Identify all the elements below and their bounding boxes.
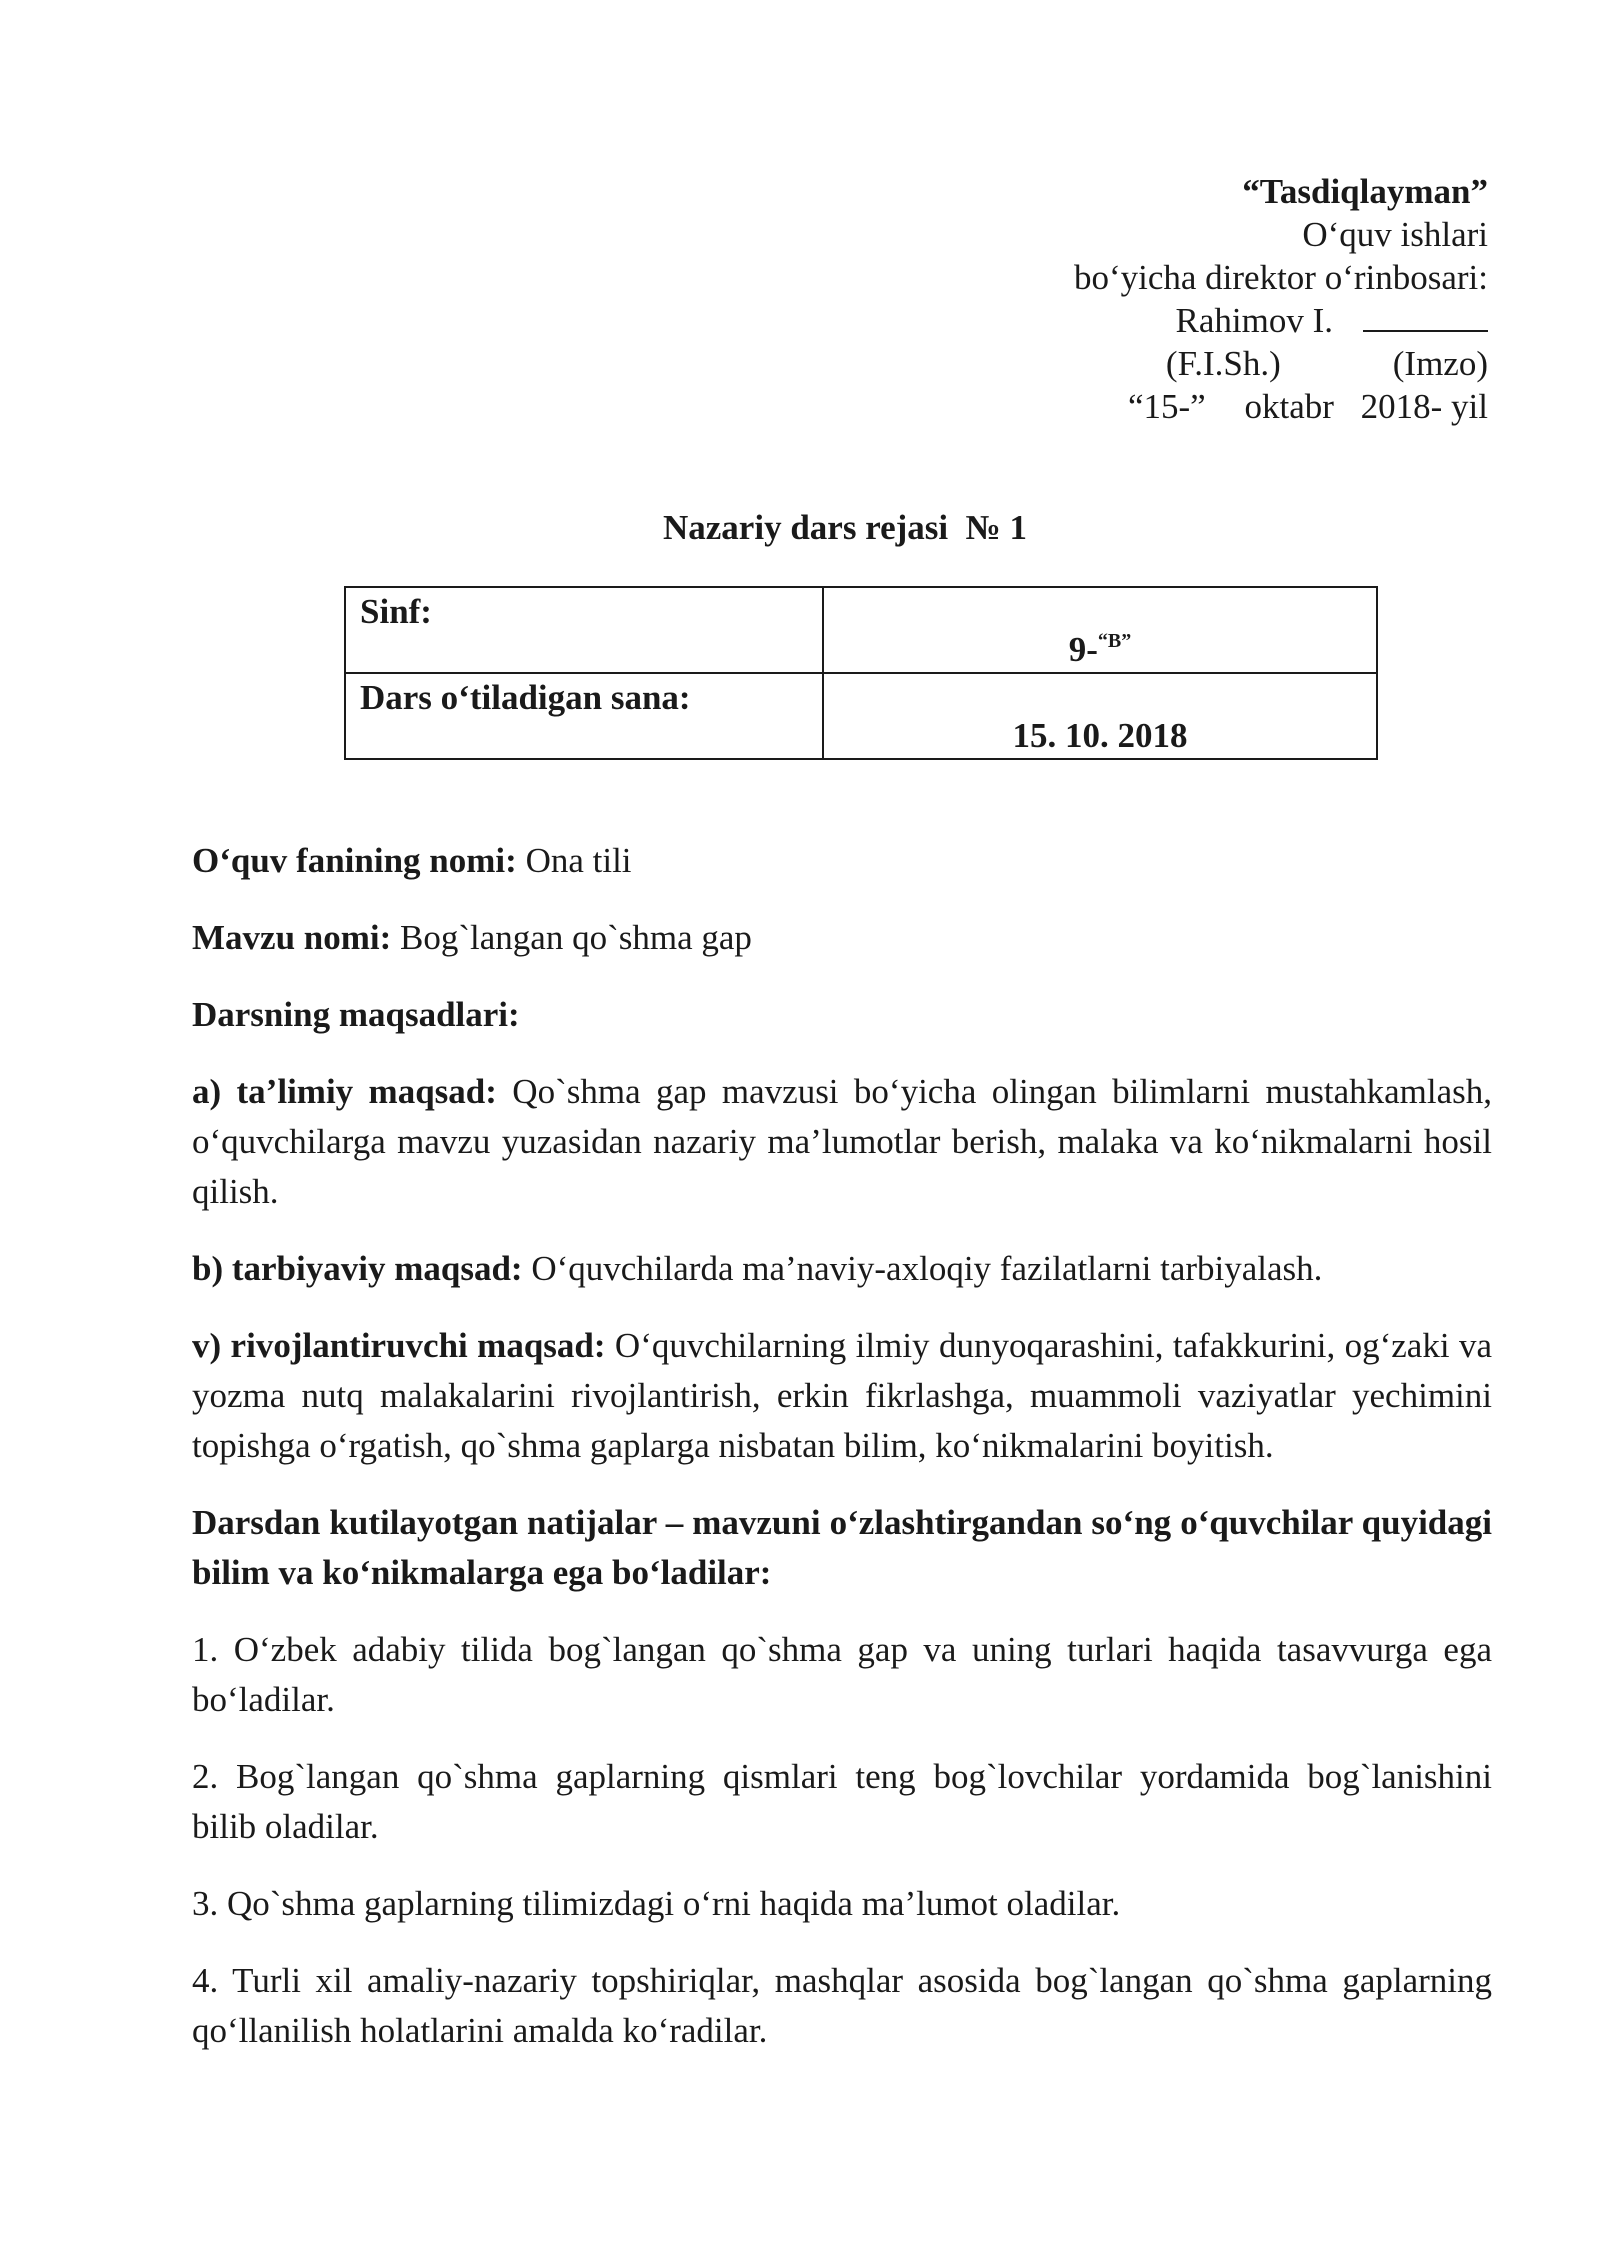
goal-b-label: b) tarbiyaviy maqsad: — [192, 1249, 523, 1288]
info-table — [344, 586, 1378, 760]
topic-paragraph — [192, 913, 1492, 963]
goal-a-paragraph — [192, 1067, 1492, 1217]
approval-title: “Tasdiqlayman” — [1242, 172, 1488, 211]
result-item: 1. O‘zbek adabiy tilida bog`langan qo`shma gap va uning turlari haqida tasavvurga ega bo‘ladilar. — [192, 1630, 1492, 1719]
date-day: “15-” — [1127, 387, 1206, 426]
approval-name-row — [1074, 299, 1488, 342]
approval-position-line1: O‘quv ishlari — [1302, 215, 1488, 254]
table-value-class — [823, 587, 1377, 673]
approval-date-row — [1074, 385, 1488, 428]
goal-v-paragraph — [192, 1321, 1492, 1471]
document-title: Nazariy dars rejasi № 1 — [663, 508, 1028, 547]
result-item: 4. Turli xil amaliy-nazariy topshiriqlar, mashqlar asosida bog`langan qo`shma gaplarning qo‘llanilish holatlarini amalda ko‘radilar. — [192, 1961, 1492, 2050]
goal-b-text: O‘quvchilarda ma’naviy-axloqiy fazilatlarni tarbiyalash. — [522, 1249, 1323, 1288]
class-number: 9- — [1068, 630, 1098, 669]
approval-name: Rahimov I. — [1175, 301, 1333, 340]
table-label-date: Dars o‘tiladigan sana: — [345, 673, 823, 759]
approval-block — [1074, 170, 1488, 428]
goal-a-label: a) ta’limiy maqsad: — [192, 1072, 497, 1111]
subject-value: Ona tili — [516, 841, 632, 880]
date-year: 2018- yil — [1360, 387, 1488, 426]
document-body — [192, 836, 1492, 2083]
goal-b-paragraph — [192, 1244, 1492, 1294]
table-value-date: 15. 10. 2018 — [823, 673, 1377, 759]
date-month: oktabr — [1244, 387, 1334, 426]
table-row — [345, 673, 1377, 759]
subject-label: O‘quv fanining nomi: — [192, 841, 517, 880]
topic-label: Mavzu nomi: — [192, 918, 392, 957]
subject-paragraph — [192, 836, 1492, 886]
signature-line — [1363, 300, 1488, 332]
fish-caption: (F.I.Sh.) — [1165, 344, 1281, 383]
result-item: 2. Bog`langan qo`shma gaplarning qismlari teng bog`lovchilar yordamida bog`lanishini bilib oladilar. — [192, 1757, 1492, 1846]
table-label-class: Sinf: — [345, 587, 823, 673]
goal-a-text: Qo`shma gap mavzusi bo‘yicha olingan bilimlarni mustahkamlash, o‘quvchilarga mavzu yuzasidan nazariy ma’lumotlar berish, malaka va ko‘nikmalarni hosil qilish. — [192, 1072, 1493, 1211]
approval-caption-row — [1074, 342, 1488, 385]
class-letter: “В” — [1097, 630, 1132, 652]
imzo-caption: (Imzo) — [1392, 344, 1488, 383]
table-row — [345, 587, 1377, 673]
approval-position-line2: bo‘yicha direktor o‘rinbosari: — [1073, 258, 1488, 297]
result-item: 3. Qo`shma gaplarning tilimizdagi o‘rni haqida ma’lumot oladilar. — [192, 1884, 1121, 1923]
topic-value: Bog`langan qo`shma gap — [391, 918, 752, 957]
goals-heading: Darsning maqsadlari: — [192, 995, 520, 1034]
goal-v-text: O‘quvchilarning ilmiy dunyoqarashini, tafakkurini, og‘zaki va yozma nutq malakalarini rivojlantirish, erkin fikrlashga, muammoli vaziyatlar yechimini topishga o‘rgatish, qo`shma gaplarga nisbatan bilim, ko‘nikmalarini boyitish. — [192, 1326, 1492, 1465]
goal-v-label: v) rivojlantiruvchi maqsad: — [192, 1326, 606, 1365]
results-heading: Darsdan kutilayotgan natijalar – mavzuni o‘zlashtirgandan so‘ng o‘quvchilar quyidagi bilim va ko‘nikmalarga ega bo‘ladilar: — [192, 1503, 1492, 1592]
